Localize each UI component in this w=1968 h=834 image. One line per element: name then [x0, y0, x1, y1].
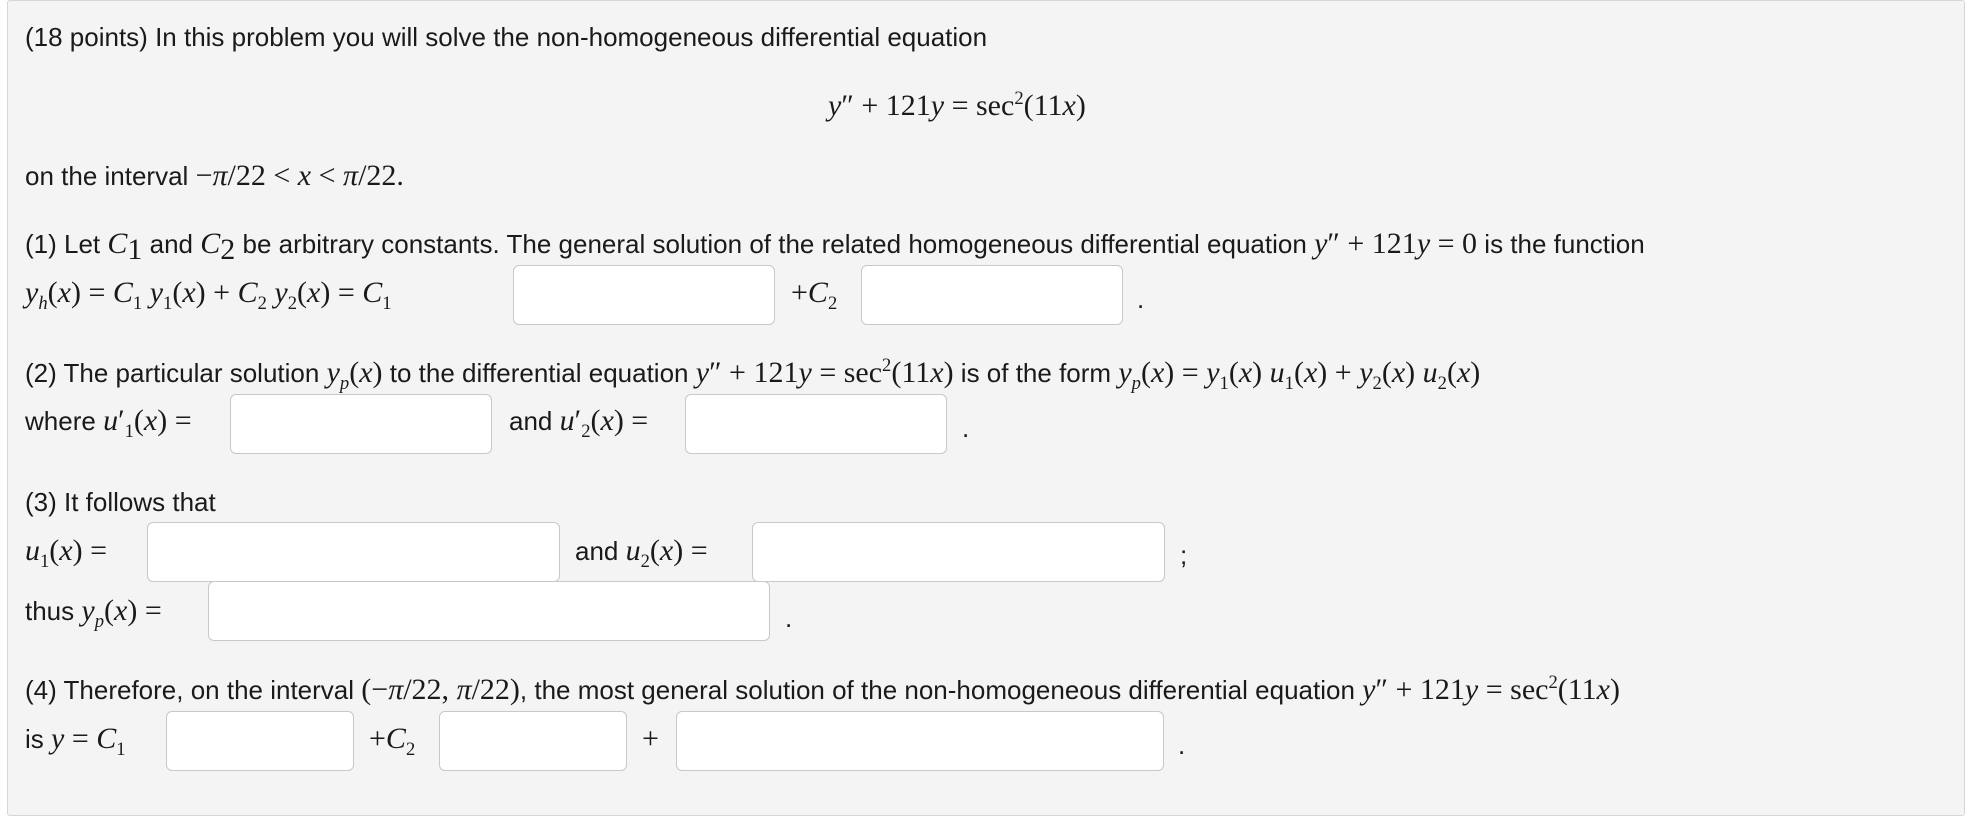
u1-input[interactable] — [147, 522, 560, 582]
y2-input[interactable] — [861, 265, 1123, 325]
u2-input[interactable] — [752, 522, 1165, 582]
period: . — [1178, 730, 1186, 760]
part1-text: (1) Let $C_1$ and $C_2$ be arbitrary constants. The general solution of the related homogeneous differential equation y″ + 121y = 0 is the function — [25, 227, 1645, 267]
thus-label: thus $y_p(x)$ = — [25, 594, 162, 632]
semicolon: ; — [1180, 540, 1188, 570]
period: . — [1137, 284, 1145, 314]
plus-label: + — [642, 722, 659, 755]
period: . — [962, 413, 970, 443]
part2-text: (2) The particular solution $y_p(x)$ to the differential equation $y'' + 121y = \sec^2(11x)$ is of the form $y_p(x) = y_1(x) u_1(x) + y_2(x)$ $u_2(x)$ — [25, 355, 1481, 394]
and-u2-prime-label: and $u'_2(x)$ = — [509, 404, 649, 442]
period: . — [785, 603, 793, 633]
part3-text: (3) It follows that — [25, 487, 216, 517]
general-c2-input[interactable] — [439, 711, 627, 771]
is-y-label: is $y = C_1$ — [25, 722, 126, 760]
yp-input[interactable] — [208, 581, 770, 641]
plus-c2-label: $+C_2$ — [369, 722, 416, 760]
u1-label: $u_1(x)$ = — [25, 534, 108, 572]
interval-line: on the interval −π/22 < x < π/22. — [25, 159, 404, 192]
yh-expression: $y_h(x) = C_1$ $y_1(x) + C_2$ $y_2(x) = C_1$ — [25, 276, 392, 314]
general-c1-input[interactable] — [166, 711, 354, 771]
part4-text: (4) Therefore, on the interval (−π/22, π/22), the most general solution of the non-homogeneous differential equation $y'' + 121y = \sec^2(11x)$ — [25, 672, 1620, 706]
general-particular-input[interactable] — [676, 711, 1164, 771]
u2-prime-input[interactable] — [685, 394, 947, 454]
y1-input[interactable] — [513, 265, 775, 325]
main-equation: $y'' + 121y = \sec^2(11x)$ — [828, 88, 1086, 122]
and-u2-label: and $u_2(x)$ = — [575, 534, 708, 572]
where-label: where $u'_1(x)$ = — [25, 404, 192, 442]
intro-text: (18 points) In this problem you will solve the non-homogeneous differential equation — [25, 22, 988, 52]
u1-prime-input[interactable] — [230, 394, 492, 454]
plus-c2-label: $+C_2$ — [791, 276, 838, 314]
